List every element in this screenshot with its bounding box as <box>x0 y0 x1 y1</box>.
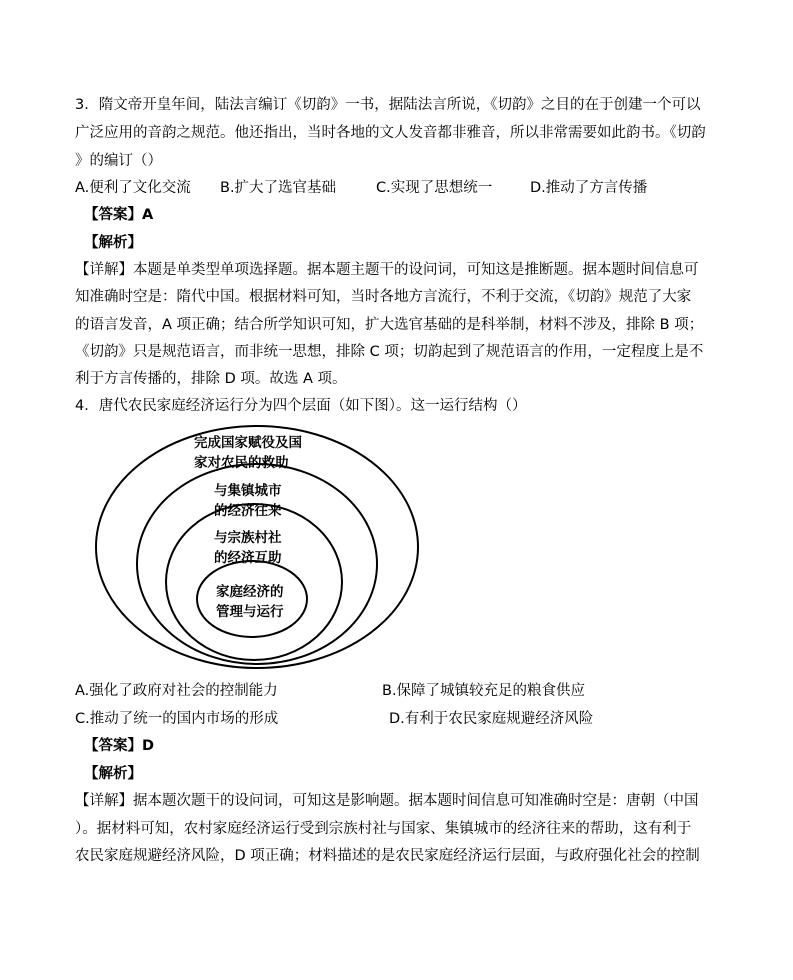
q3-option-b: B.扩大了选官基础 <box>220 180 337 196</box>
q3-analysis-label: 【解析】 <box>84 235 142 251</box>
q4-stem: 4．唐代农民家庭经济运行分为四个层面（如下图）。这一运行结构（） <box>75 398 527 414</box>
q3-detail-line2: 知准确时空是：隋代中国。根据材料可知，当时各地方言流行，不利于交流，《切韵》规范了大家 <box>75 289 692 305</box>
q3-option-d: D.推动了方言传播 <box>530 180 648 196</box>
q4-option-b: B.保障了城镇较充足的粮食供应 <box>382 683 586 699</box>
q3-stem-line3: 》的编订（） <box>75 153 162 169</box>
q4-answer: 【答案】D <box>84 738 155 754</box>
ring2-label-line2: 的经济往来 <box>214 503 282 519</box>
q4-option-a: A.强化了政府对社会的控制能力 <box>75 683 278 699</box>
q4-detail-line1: 【详解】据本题次题干的设问词，可知这是影响题。据本题时间信息可知准确时空是：唐朝（中国 <box>75 793 699 809</box>
q3-detail-line4: 《切韵》只是规范语言，而非统一思想，排除 C 项；切韵起到了规范语言的作用，一定程度上是不 <box>75 344 704 360</box>
concentric-layers-diagram <box>94 424 420 670</box>
q3-option-c: C.实现了思想统一 <box>376 180 493 196</box>
q4-detail-line3: 农民家庭规避经济风险，D 项正确；材料描述的是农民家庭经济运行层面，与政府强化社会的控制 <box>75 848 700 864</box>
q3-detail-line1: 【详解】本题是单类型单项选择题。据本题主题干的设问词，可知这是推断题。据本题时间信息可 <box>75 262 699 278</box>
ring3-label-line2: 的经济互助 <box>214 550 282 566</box>
q3-answer: 【答案】A <box>84 207 154 223</box>
ring3-label-line1: 与宗族村社 <box>214 530 282 546</box>
ring4-label-line1: 家庭经济的 <box>216 584 284 600</box>
ring1-label-line2: 家对农民的救助 <box>194 455 289 471</box>
q3-detail-line5: 利于方言传播的，排除 D 项。故选 A 项。 <box>75 371 347 387</box>
q3-detail-line3: 的语言发音，A 项正确；结合所学知识可知，扩大选官基础的是科举制，材料不涉及，排除 B 项； <box>75 317 704 333</box>
ring1-label-line1: 完成国家赋役及国 <box>194 435 302 451</box>
ring2-label-line1: 与集镇城市 <box>214 483 282 499</box>
q4-option-d: D.有利于农民家庭规避经济风险 <box>389 711 594 727</box>
q3-stem-line2: 广泛应用的音韵之规范。他还指出，当时各地的文人发音都非雅音，所以非常需要如此韵书。《切韵 <box>75 125 706 141</box>
q3-stem-line1: 3．隋文帝开皇年间，陆法言编订《切韵》一书，据陆法言所说，《切韵》之目的在于创建一个可以 <box>75 97 701 113</box>
q4-analysis-label: 【解析】 <box>84 766 142 782</box>
q3-option-a: A.便利了文化交流 <box>75 180 191 196</box>
q4-detail-line2: ）。据材料可知，农村家庭经济运行受到宗族村社与国家、集镇城市的经济往来的帮助，这有利于 <box>75 821 692 837</box>
q4-option-c: C.推动了统一的国内市场的形成 <box>75 711 279 727</box>
ring4-label-line2: 管理与运行 <box>216 604 284 620</box>
